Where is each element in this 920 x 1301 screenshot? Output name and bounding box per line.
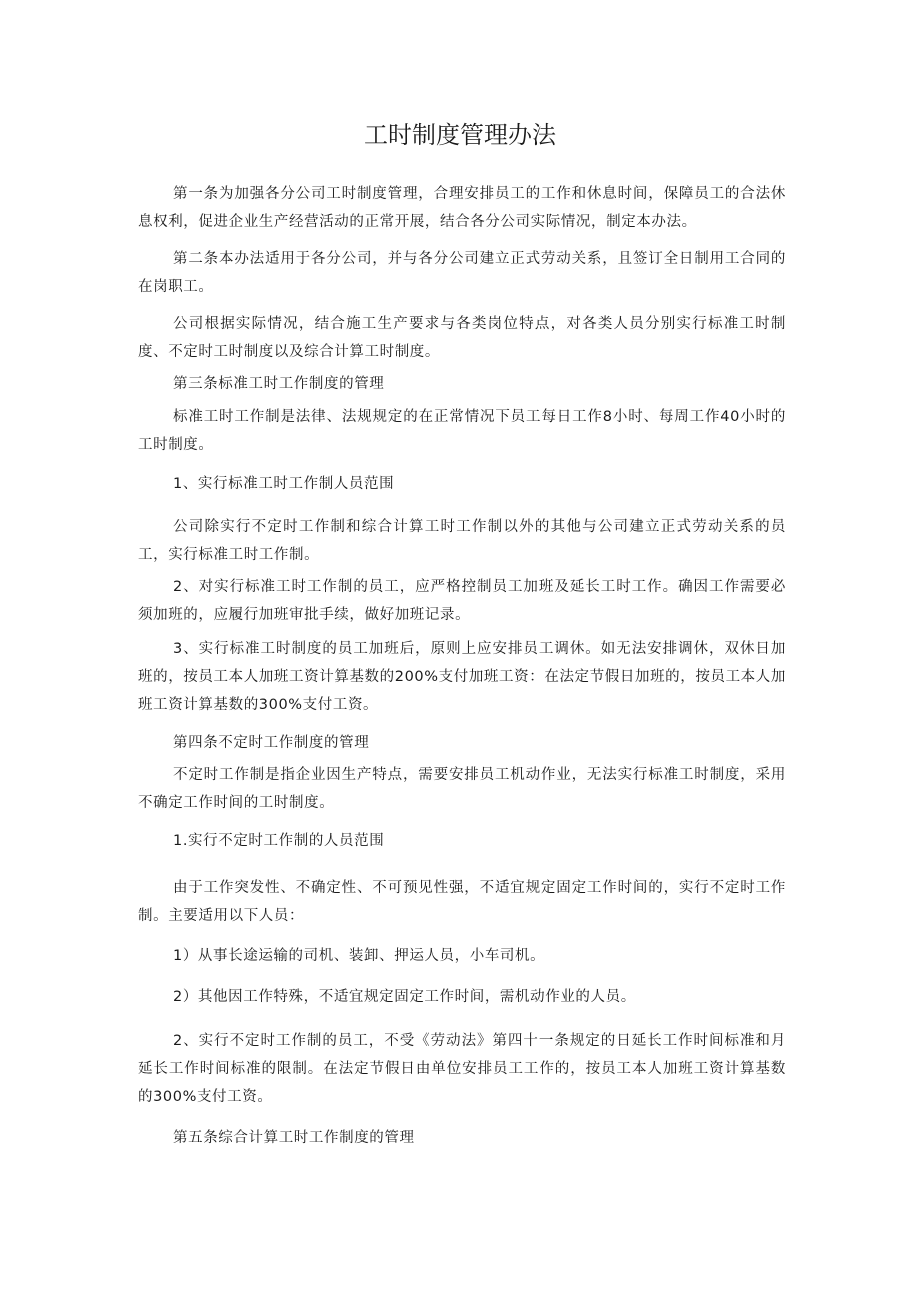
paragraph-article-1: 第一条为加强各分公司工时制度管理，合理安排员工的工作和休息时间，保障员工的合法休息权利，促进企业生产经营活动的正常开展，结合各分公司实际情况，制定本办法。 — [138, 186, 786, 230]
paragraph-flexible-scope: 由于工作突发性、不确定性、不可预见性强，不适宜规定固定工作时间的，实行不定时工作制。主要适用以下人员： — [138, 880, 786, 924]
heading-article-3: 第三条标准工时工作制度的管理 — [173, 376, 385, 392]
paragraph-standard-scope: 公司除实行不定时工作制和综合计算工时工作制以外的其他与公司建立正式劳动关系的员工，实行标准工时工作制。 — [138, 519, 786, 563]
heading-article-5: 第五条综合计算工时工作制度的管理 — [173, 1130, 415, 1146]
subheading-standard-scope: 1、实行标准工时工作制人员范围 — [173, 476, 395, 492]
paragraph-overtime-pay: 3、实行标准工时制度的员工加班后，原则上应安排员工调休。如无法安排调休，双休日加班的，按员工本人加班工资计算基数的200%支付加班工资：在法定节假日加班的，按员工本人加班工资计算基数的300%支付工资。 — [138, 641, 786, 713]
list-item-other-staff: 2）其他因工作特殊，不适宜规定固定工作时间，需机动作业的人员。 — [173, 989, 636, 1005]
subheading-flexible-scope: 1.实行不定时工作制的人员范围 — [173, 833, 385, 849]
paragraph-overtime-control: 2、对实行标准工时工作制的员工，应严格控制员工加班及延长工时工作。确因工作需要必须加班的，应履行加班审批手续，做好加班记录。 — [138, 579, 786, 623]
paragraph-company-policy: 公司根据实际情况，结合施工生产要求与各类岗位特点，对各类人员分别实行标准工时制度、不定时工时制度以及综合计算工时制度。 — [138, 316, 786, 360]
paragraph-standard-hours-definition: 标准工时工作制是法律、法规规定的在正常情况下员工每日工作8小时、每周工作40小时的工时制度。 — [138, 409, 786, 453]
list-item-drivers: 1）从事长途运输的司机、装卸、押运人员，小车司机。 — [173, 948, 546, 964]
paragraph-flexible-overtime: 2、实行不定时工作制的员工，不受《劳动法》第四十一条规定的日延长工作时间标准和月延长工作时间标准的限制。在法定节假日由单位安排员工工作的，按员工本人加班工资计算基数的300%支付工资。 — [138, 1033, 786, 1105]
paragraph-article-2: 第二条本办法适用于各分公司，并与各分公司建立正式劳动关系，且签订全日制用工合同的在岗职工。 — [138, 251, 786, 295]
heading-article-4: 第四条不定时工作制度的管理 — [173, 735, 370, 751]
document-title: 工时制度管理办法 — [364, 121, 556, 149]
paragraph-flexible-hours-definition: 不定时工作制是指企业因生产特点，需要安排员工机动作业，无法实行标准工时制度，采用不确定工作时间的工时制度。 — [138, 767, 786, 811]
